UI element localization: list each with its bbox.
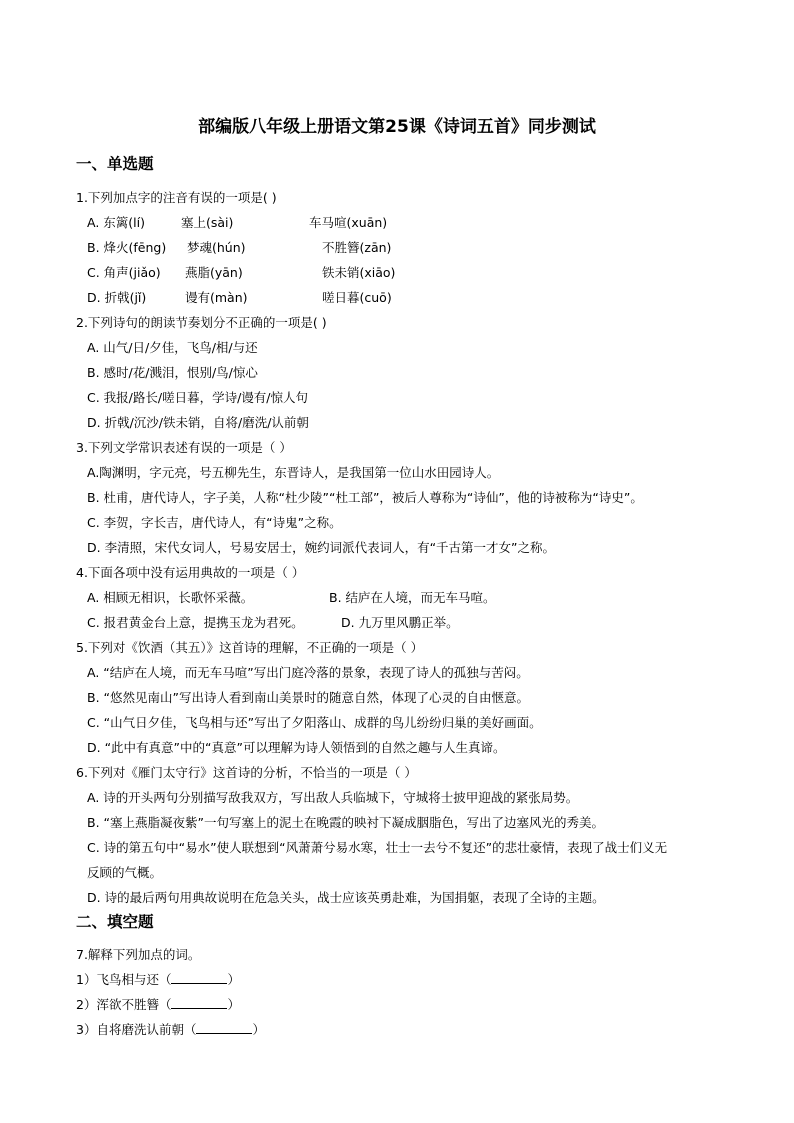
q7-item-3-close: ） xyxy=(252,1022,265,1037)
q7-item-1-close: ） xyxy=(227,972,240,987)
q6-option-d: D. 诗的最后两句用典故说明在危急关头，战士应该英勇赴难，为国捐躯，表现了全诗的主题。 xyxy=(87,890,605,905)
q7-item-2-close: ） xyxy=(227,997,240,1012)
q1-option-a-col1: A. 东篱(lí) xyxy=(87,215,145,230)
q1-option-b-col1: B. 烽火(fēng) xyxy=(87,240,167,255)
q7-item-2-text: 2）浑欲不胜簪（ xyxy=(76,997,172,1012)
page-title: 部编版八年级上册语文第25课《诗词五首》同步测试 xyxy=(198,117,596,137)
q4-option-a: A. 相顾无相识，长歌怀采薇。 xyxy=(87,590,254,605)
q1-option-b-col2: 梦魂(hún) xyxy=(187,240,246,255)
q6-option-c-line1: C. 诗的第五句中“易水”使人联想到“风萧萧兮易水寒，壮士一去兮不复还”的悲壮豪情，表现了战士们义无 xyxy=(87,840,668,855)
q1-option-c-col2: 燕脂(yān) xyxy=(185,265,243,280)
q5-option-c: C. “山气日夕佳，飞鸟相与还”写出了夕阳落山、成群的鸟儿纷纷归巢的美好画面。 xyxy=(87,715,542,730)
q6-option-a: A. 诗的开头两句分别描写敌我双方，写出敌人兵临城下，守城将士披甲迎战的紧张局势。 xyxy=(87,790,579,805)
question-6-stem: 6.下列对《雁门太守行》这首诗的分析，不恰当的一项是（ ） xyxy=(76,765,417,780)
q4-option-d: D. 九万里风鹏正举。 xyxy=(341,615,459,630)
q1-option-c-col1: C. 角声(jiǎo) xyxy=(87,265,161,280)
q6-option-b: B. “塞上燕脂凝夜紫”一句写塞上的泥土在晚霞的映衬下凝成胭脂色，写出了边塞风光的秀美。 xyxy=(87,815,604,830)
q1-option-c-col3: 铁未销(xiāo) xyxy=(322,265,396,280)
q2-option-d: D. 折戟/沉沙/铁未销，自将/磨洗/认前朝 xyxy=(87,415,309,430)
q3-option-d: D. 李清照，宋代女词人，号易安居士，婉约词派代表词人，有“千古第一才女”之称。 xyxy=(87,540,556,555)
q1-option-d-col1: D. 折戟(jǐ) xyxy=(87,290,147,305)
section-heading-single-choice: 一、单选题 xyxy=(76,155,154,173)
q4-option-b: B. 结庐在人境，而无车马喧。 xyxy=(329,590,496,605)
q3-option-b: B. 杜甫，唐代诗人，字子美，人称“杜少陵”“杜工部”，被后人尊称为“诗仙”，他的诗被称为“诗史”。 xyxy=(87,490,643,505)
q7-item-3-text: 3）自将磨洗认前朝（ xyxy=(76,1022,197,1037)
q1-option-a-col2: 塞上(sài) xyxy=(181,215,234,230)
q7-item-3 xyxy=(76,1020,265,1038)
q2-option-a: A. 山气/日/夕佳，飞鸟/相/与还 xyxy=(87,340,258,355)
question-5-stem: 5.下列对《饮酒（其五）》这首诗的理解，不正确的一项是（ ） xyxy=(76,640,424,655)
q5-option-b: B. “悠然见南山”写出诗人看到南山美景时的随意自然，体现了心灵的自由惬意。 xyxy=(87,690,529,705)
q4-option-c: C. 报君黄金台上意，提携玉龙为君死。 xyxy=(87,615,304,630)
q1-option-b-col3: 不胜簪(zān) xyxy=(322,240,392,255)
q7-item-2 xyxy=(76,995,240,1013)
question-4-stem: 4.下面各项中没有运用典故的一项是（ ） xyxy=(76,565,305,580)
question-3-stem: 3.下列文学常识表述有误的一项是（ ） xyxy=(76,440,292,455)
q7-item-1-answer-blank[interactable] xyxy=(171,972,227,984)
q6-option-c-line2: 反顾的气概。 xyxy=(87,865,163,880)
q1-option-d-col2: 谩有(màn) xyxy=(185,290,248,305)
question-2-stem: 2.下列诗句的朗读节奏划分不正确的一项是( ) xyxy=(76,315,327,330)
question-1-stem: 1.下列加点字的注音有误的一项是( ) xyxy=(76,190,277,205)
section-heading-fill-in: 二、填空题 xyxy=(76,913,154,931)
q7-item-1-text: 1）飞鸟相与还（ xyxy=(76,972,172,987)
q3-option-c: C. 李贺，字长吉，唐代诗人，有“诗鬼”之称。 xyxy=(87,515,342,530)
q5-option-d: D. “此中有真意”中的“真意”可以理解为诗人领悟到的自然之趣与人生真谛。 xyxy=(87,740,506,755)
q1-option-a-col3: 车马喧(xuān) xyxy=(309,215,388,230)
q1-option-d-col3: 嗟日暮(cuō) xyxy=(322,290,392,305)
q7-item-2-answer-blank[interactable] xyxy=(171,997,227,1009)
q5-option-a: A. “结庐在人境，而无车马喧”写出门庭冷落的景象，表现了诗人的孤独与苦闷。 xyxy=(87,665,529,680)
q7-item-3-answer-blank[interactable] xyxy=(196,1022,252,1034)
question-7-stem: 7.解释下列加点的词。 xyxy=(76,947,201,962)
q2-option-b: B. 感时/花/溅泪，恨别/鸟/惊心 xyxy=(87,365,258,380)
q7-item-1 xyxy=(76,970,240,988)
q2-option-c: C. 我报/路长/嗟日暮，学诗/谩有/惊人句 xyxy=(87,390,309,405)
q3-option-a: A.陶渊明，字元亮，号五柳先生，东晋诗人，是我国第一位山水田园诗人。 xyxy=(87,465,500,480)
